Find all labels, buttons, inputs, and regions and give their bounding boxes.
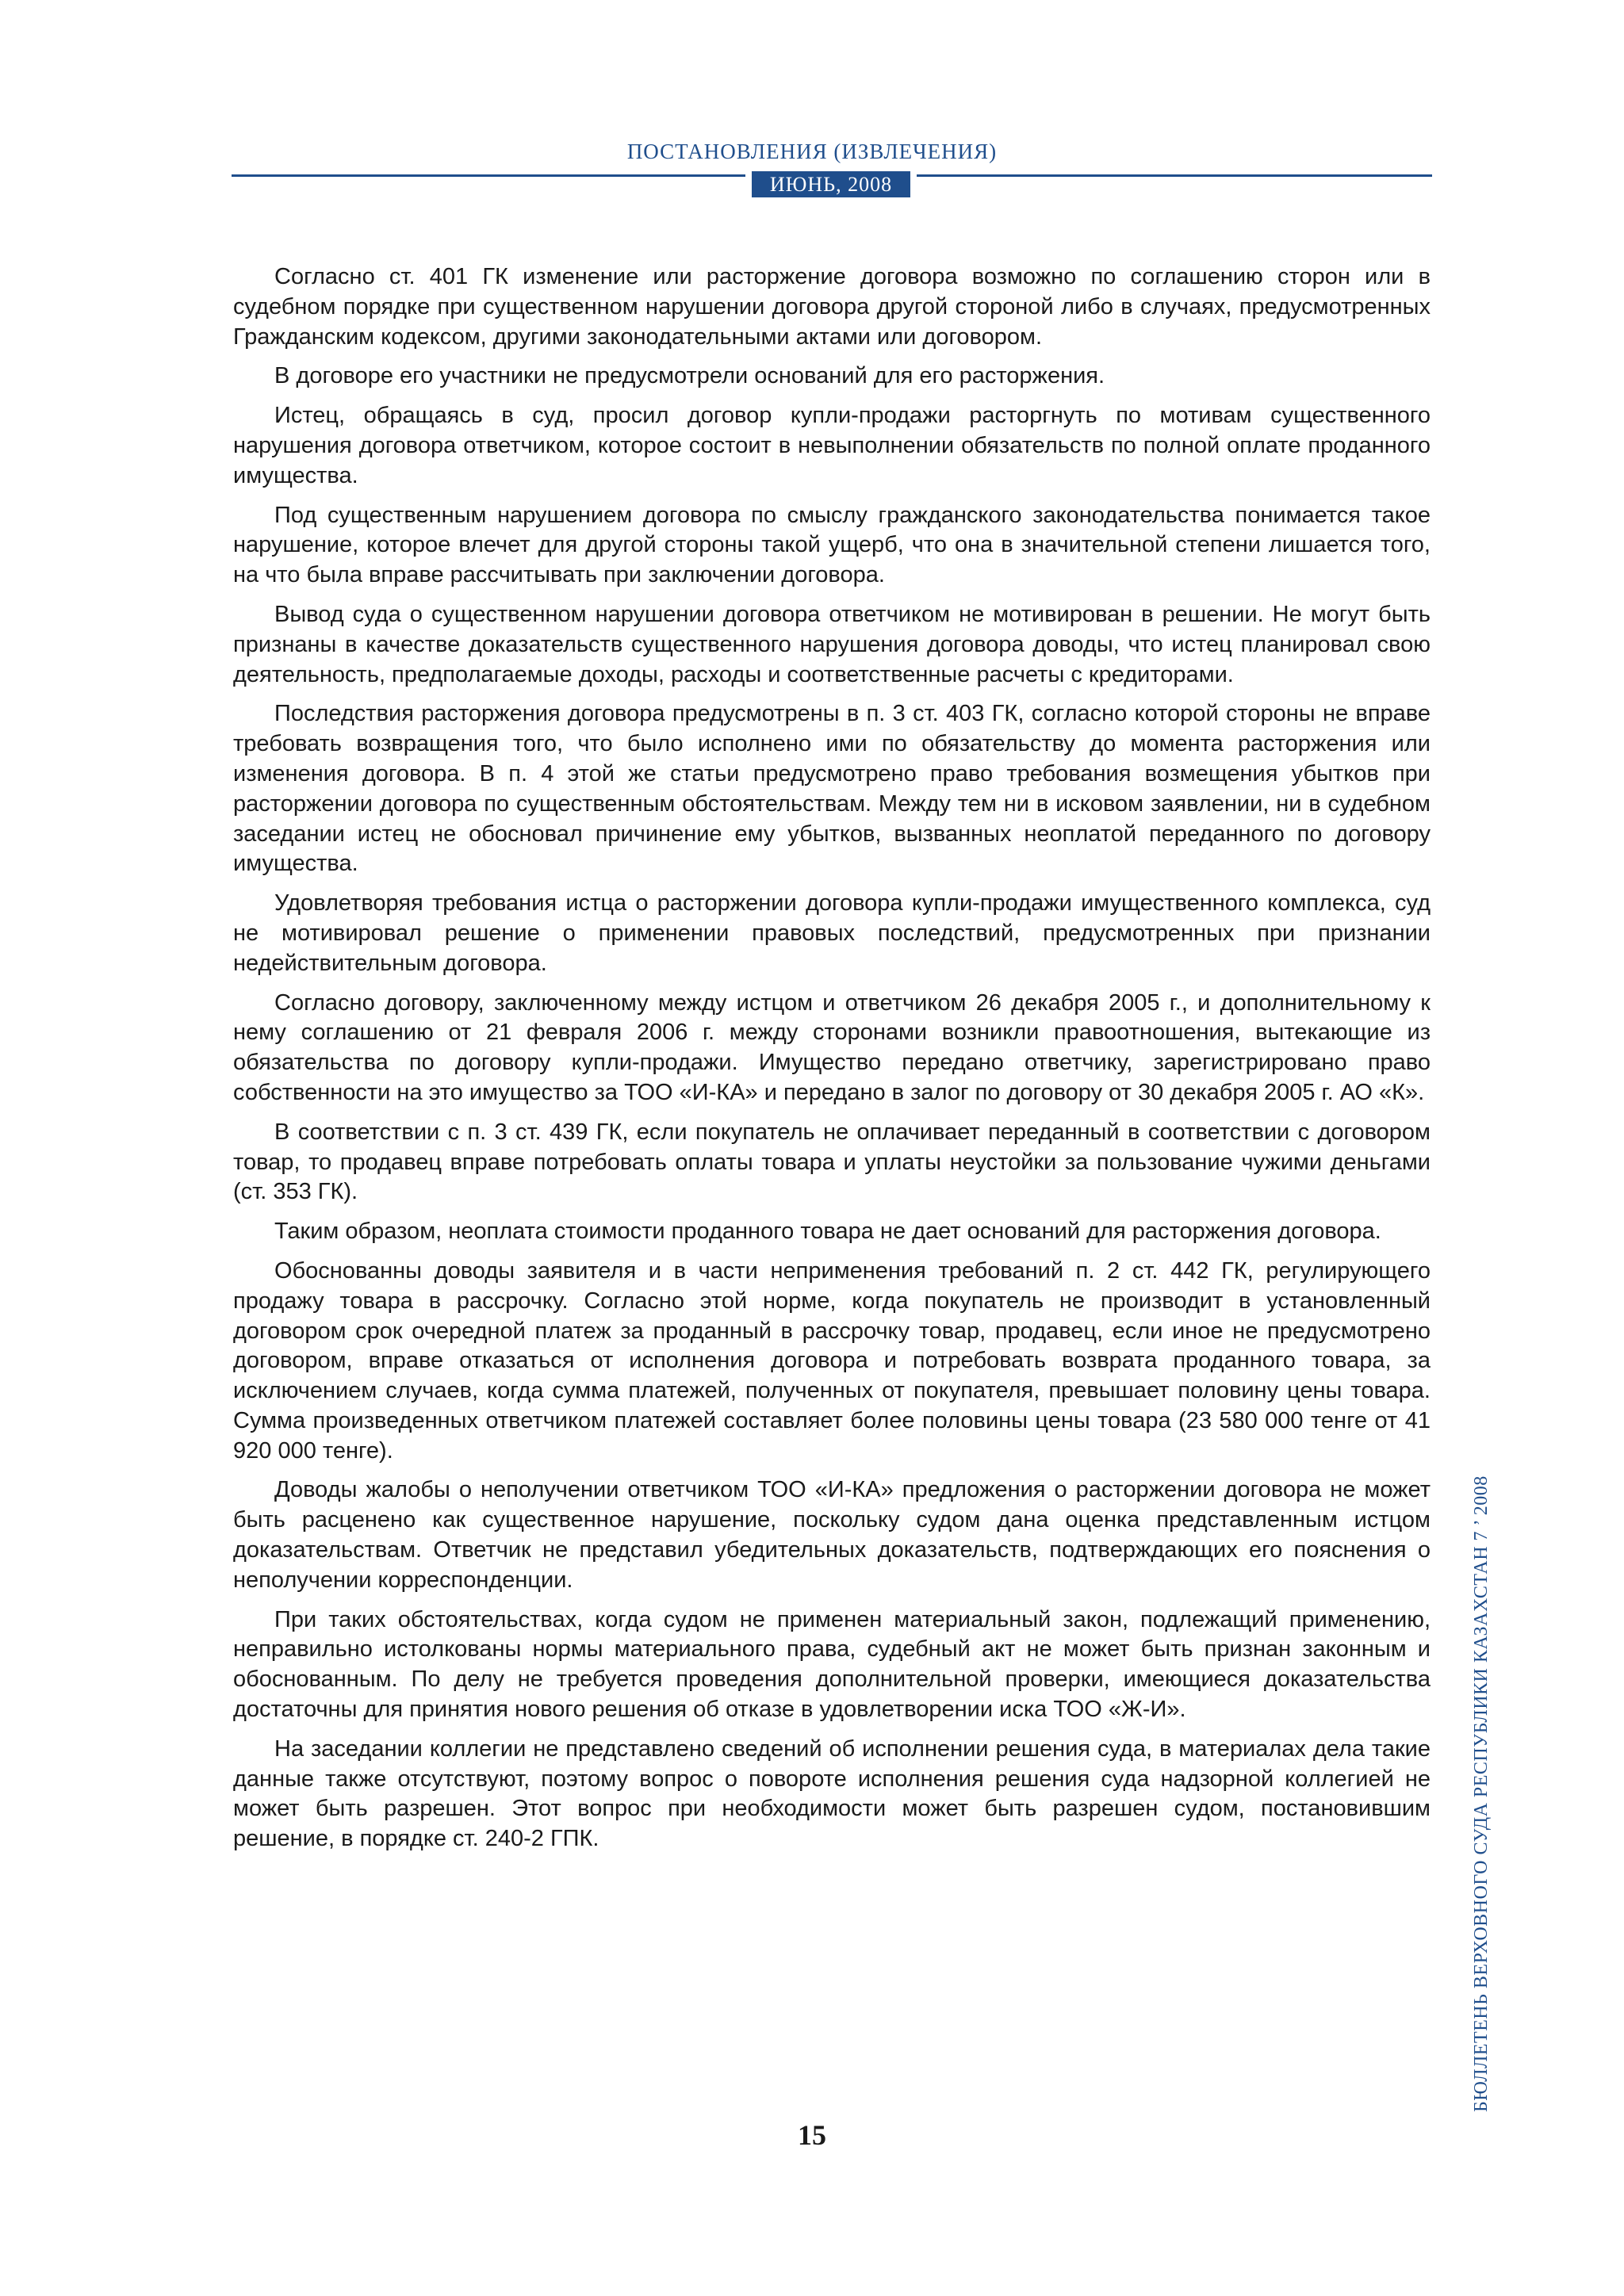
publication-side-title: БЮЛЛЕТЕНЬ ВЕРХОВНОГО СУДА РЕСПУБЛИКИ КАЗАХСТАН 7 ’ 2008 (1471, 1475, 1492, 2112)
paragraph: В соответствии с п. 3 ст. 439 ГК, если покупатель не оплачивает переданный в соответствии с договором товар, то продавец вправе потребовать оплаты товара и уплаты неустойки за пользование чужими деньгами (ст. 353 ГК). (233, 1119, 1431, 1205)
paragraph: Доводы жалобы о неполучении ответчиком ТОО «И-КА» предложения о расторжении договора не может быть расценено как существенное нарушение, поскольку судом дана оценка представленным истцом доказательствам. Ответчик не представил убедительных доказательств, подтверждающих его пояснения о неполучении корреспонденции. (233, 1477, 1431, 1593)
paragraph: В договоре его участники не предусмотрели оснований для его расторжения. (274, 363, 1105, 389)
paragraph: Вывод суда о существенном нарушении договора ответчиком не мотивирован в решении. Не могут быть признаны в качестве доказательств существенного нарушения договора доводы, что истец планировал свою деятельность, предполагаемые доходы, расходы и соответственные расчеты с кредиторами. (233, 601, 1431, 687)
paragraph: Последствия расторжения договора предусмотрены в п. 3 ст. 403 ГК, согласно которой стороны не вправе требовать возвращения того, что было исполнено ими по обязательству до момента расторжения или изменения договора. В п. 4 этой же статьи предусмотрено право требования возмещения убытков при расторжении договора по существенным обстоятельствам. Между тем ни в исковом заявлении, ни в судебном заседании истец не обосновал причинение ему убытков, вызванных неоплатой переданного по договору имущества. (233, 701, 1431, 877)
page-number: 15 (798, 2119, 826, 2151)
paragraph: Под существенным нарушением договора по смыслу гражданского законодательства понимается такое нарушение, которое влечет для другой стороны такой ущерб, что она в значительной степени лишается того, на что была вправе рассчитывать при заключении договора. (233, 502, 1431, 588)
section-title: ПОСТАНОВЛЕНИЯ (ИЗВЛЕЧЕНИЯ) (626, 140, 998, 163)
paragraph: Удовлетворяя требования истца о расторжении договора купли-продажи имущественного комплекса, суд не мотивировал решение о применении правовых последствий, предусмотренных при признании недействительным договора. (233, 890, 1431, 976)
paragraph: Истец, обращаясь в суд, просил договор купли-продажи расторгнуть по мотивам существенного нарушения договора ответчиком, которое состоит в невыполнении обязательств по полной оплате проданного имущества. (233, 403, 1431, 488)
issue-date-badge: ИЮНЬ, 2008 (752, 171, 910, 197)
header-rule-left (232, 174, 745, 177)
paragraph: При таких обстоятельствах, когда судом не применен материальный закон, подлежащий применению, неправильно истолкованы нормы материального права, судебный акт не может быть признан законным и обоснованным. По делу не требуется проведения дополнительной проверки, имеющиеся доказательства достаточны для принятия нового решения об отказе в удовлетворении иска ТОО «Ж-И». (233, 1606, 1431, 1723)
paragraph: Обоснованны доводы заявителя и в части неприменения требований п. 2 ст. 442 ГК, регулирующего продажу товара в рассрочку. Согласно этой норме, когда покупатель не производит в установленный договором срок очередной платеж за проданный в рассрочку товар, продавец, если иное не предусмотрено договором, вправе отказаться от исполнения договора и потребовать возврата проданного товара, за исключением случаев, когда сумма платежей, полученных от покупателя, превышает половину цены товара. Сумма произведенных ответчиком платежей составляет более половины цены товара (23 580 000 тенге от 41 920 000 тенге). (233, 1257, 1431, 1464)
paragraph: Таким образом, неоплата стоимости проданного товара не дает оснований для расторжения договора. (274, 1219, 1381, 1245)
body-text (233, 262, 1431, 1864)
paragraph: На заседании коллегии не представлено сведений об исполнении решения суда, в материалах дела такие данные также отсутствуют, поэтому вопрос о повороте исполнения решения суда надзорной коллегией не может быть разрешен. Этот вопрос при необходимости может быть разрешен судом, постановившим решение, в порядке ст. 240-2 ГПК. (233, 1735, 1431, 1852)
paragraph: Согласно ст. 401 ГК изменение или расторжение договора возможно по соглашению сторон или в судебном порядке при существенном нарушении договора другой стороной либо в случаях, предусмотренных Гражданским кодексом, другими законодательными актами или договором. (233, 264, 1431, 350)
paragraph: Согласно договору, заключенному между истцом и ответчиком 26 декабря 2005 г., и дополнительному к нему соглашению от 21 февраля 2006 г. между сторонами возникли правоотношения, вытекающие из обязательства по договору купли-продажи. Имущество передано ответчику, зарегистрировано право собственности на это имущество за ТОО «И-КА» и передано в залог по договору от 30 декабря 2005 г. АО «К». (233, 989, 1431, 1105)
header-rule-right (917, 174, 1432, 177)
